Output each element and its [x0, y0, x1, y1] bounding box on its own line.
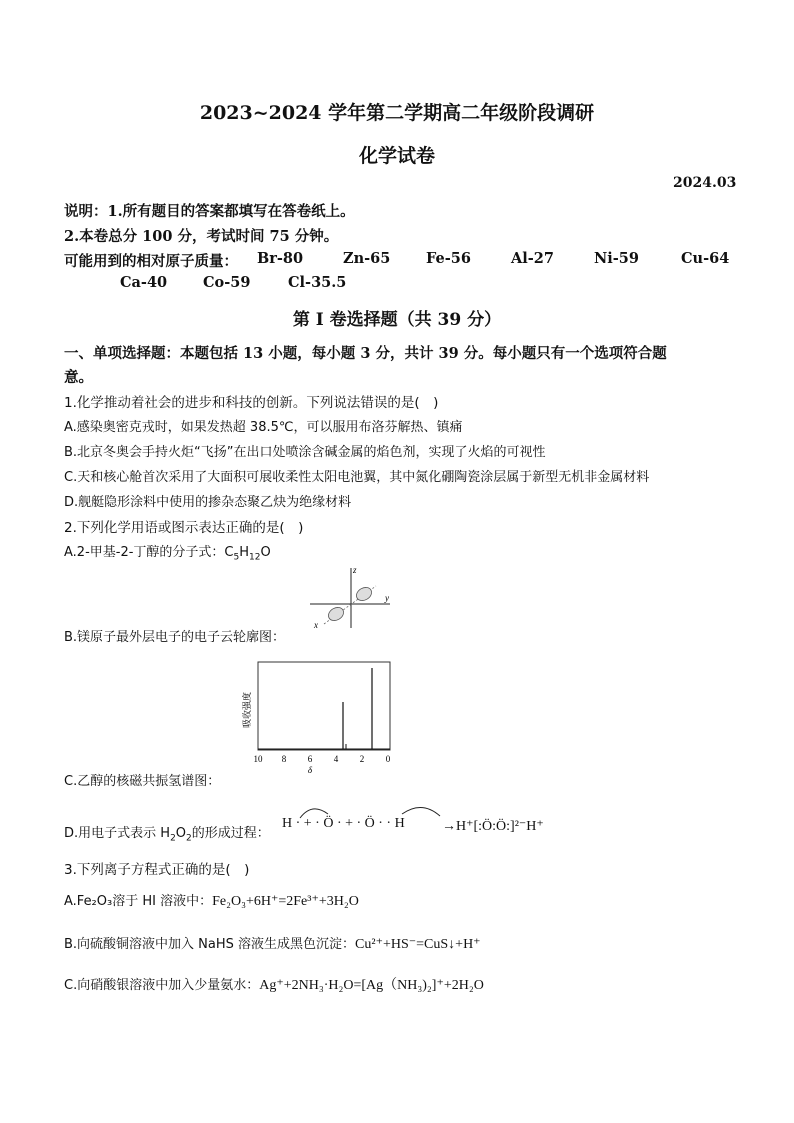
q2-option-d [64, 822, 270, 844]
section-intro-cont: 意。 [64, 369, 93, 386]
subscript: 5 [233, 552, 240, 563]
tick-label: 2 [359, 754, 365, 764]
q2-a-text: A.2-甲基-2-丁醇的分子式：C [64, 545, 234, 560]
tick-label: 4 [333, 754, 339, 764]
exam-subject: 化学试卷 [358, 145, 435, 167]
q3-option-b [64, 933, 481, 953]
electron-transfer-arrows [290, 800, 450, 822]
tick-label: 10 [253, 754, 263, 764]
nmr-spectrum-figure [240, 660, 395, 775]
lewis-formation-left: H · + · Ö · + · Ö · · H [282, 816, 405, 831]
axis-x-label: x [314, 620, 318, 630]
spectrum-x-label: δ [307, 765, 313, 775]
q3-b-label: B.向硫酸铜溶液中加入 NaHS 溶液生成黑色沉淀： [64, 937, 356, 952]
tick-label: 8 [281, 754, 287, 764]
exam-date: 2024.03 [673, 175, 737, 191]
section-title: 第 I 卷选择题（共 39 分） [292, 310, 502, 330]
q1-option-b: B.北京冬奥会手持火炬“飞扬”在出口处喷涂含碱金属的焰色剂，实现了火焰的可视性 [64, 445, 546, 460]
mass-item: Fe-56 [426, 250, 471, 267]
mass-item: Co-59 [203, 274, 251, 291]
q2-d-suffix: 的形成过程： [191, 826, 270, 841]
mass-item: Cu-64 [681, 250, 730, 267]
subscript: 12 [249, 552, 261, 563]
mass-item: Cl-35.5 [288, 274, 347, 291]
q3-option-c [64, 974, 484, 994]
q3-c-equation: Ag⁺+2NH₃·H₂O=[Ag（NH₃)₂]⁺+2H₂O [259, 978, 484, 993]
subscript: 2 [186, 833, 192, 844]
tick-label: 0 [385, 754, 391, 764]
q3-a-equation: Fe₂O₃+6H⁺=2Fe³⁺+3H₂O [212, 894, 359, 909]
q1-option-d: D.舰艇隐形涂料中使用的掺杂态聚乙炔为绝缘材料 [64, 495, 352, 510]
nmr-spectrum [240, 660, 395, 775]
q1-stem: 1.化学推动着社会的进步和科技的创新。下列说法错误的是( ) [64, 395, 439, 411]
axis-z-label: z [353, 565, 357, 575]
q3-stem: 3.下列离子方程式正确的是( ) [64, 862, 250, 878]
lewis-formation-right: →H⁺[:Ö:Ö:]²⁻H⁺ [442, 819, 544, 834]
electron-cloud-diagram [306, 562, 396, 634]
instruction-2: 2.本卷总分 100 分，考试时间 75 分钟。 [64, 228, 339, 245]
mass-item: Zn-65 [343, 250, 391, 267]
section-intro: 一、单项选择题：本题包括 13 小题，每小题 3 分，共计 39 分。每小题只有一个选项符合题 [64, 345, 667, 362]
instruction-1: 说明：1.所有题目的答案都填写在答卷纸上。 [64, 203, 355, 220]
q2-d-o: O [175, 826, 187, 841]
q3-a-label: A.Fe₂O₃溶于 HI 溶液中： [64, 894, 213, 909]
atomic-masses-label: 可能用到的相对原子质量： [64, 253, 238, 270]
q2-a-o: O [260, 545, 271, 560]
spectrum-y-label: 吸收强度 [243, 691, 253, 729]
q2-d-text: D.用电子式表示 H [64, 826, 171, 841]
q3-b-equation: Cu²⁺+HS⁻=CuS↓+H⁺ [355, 937, 481, 952]
q2-a-h: H [239, 545, 250, 560]
q2-option-b: B.镁原子最外层电子的电子云轮廓图： [64, 630, 286, 645]
q2-option-c: C.乙醇的核磁共振氢谱图： [64, 774, 221, 789]
mass-item: Br-80 [257, 250, 304, 267]
exam-title: 2023~2024 学年第二学期高二年级阶段调研 [199, 102, 595, 124]
axis-y-label: y [385, 593, 389, 603]
electron-cloud-figure [306, 562, 396, 634]
q3-option-a [64, 890, 359, 910]
mass-item: Ca-40 [120, 274, 168, 291]
q1-option-c: C.天和核心舱首次采用了大面积可展收柔性太阳电池翼，其中氮化硼陶瓷涂层属于新型无机非金属材料 [64, 470, 650, 485]
mass-item: Al-27 [511, 250, 554, 267]
q1-option-a: A.感染奥密克戎时，如果发热超 38.5℃，可以服用布洛芬解热、镇痛 [64, 420, 463, 435]
q3-c-label: C.向硝酸银溶液中加入少量氨水： [64, 978, 260, 993]
tick-label: 6 [307, 754, 313, 764]
q2-stem: 2.下列化学用语或图示表达正确的是( ) [64, 520, 304, 536]
mass-item: Ni-59 [594, 250, 639, 267]
subscript: 2 [170, 833, 176, 844]
q2-option-a [64, 541, 271, 563]
